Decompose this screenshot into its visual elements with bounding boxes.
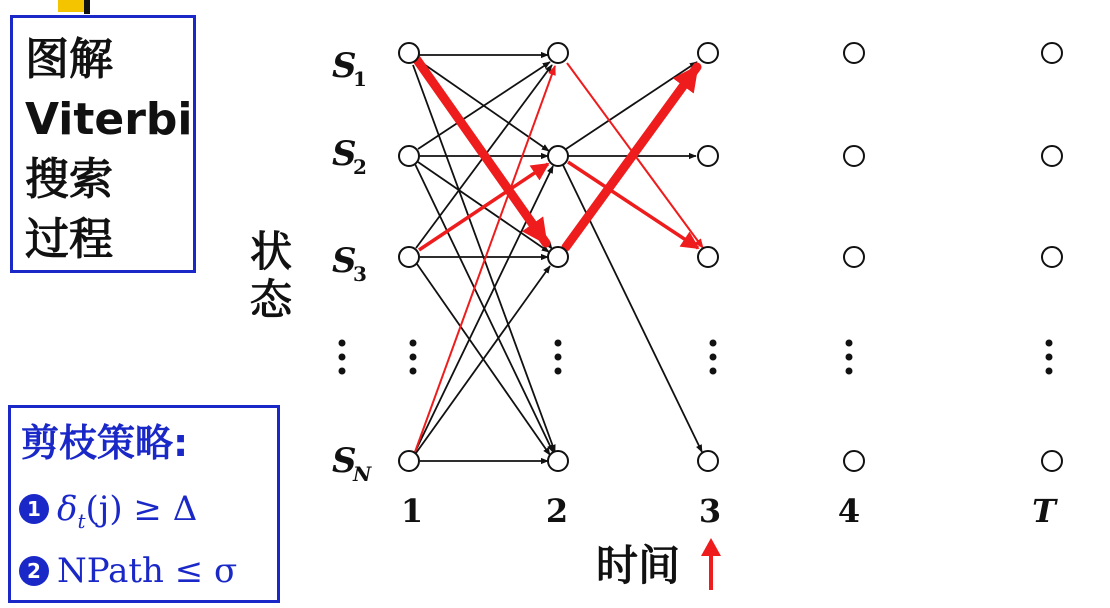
state-label-sn-main: S — [332, 441, 357, 481]
title-line-1: 图解 — [25, 34, 113, 85]
ellipsis-colT — [1046, 340, 1053, 375]
time-axis-label: 时间 — [596, 541, 681, 590]
state-label-s3-main: S — [332, 241, 357, 281]
node-tT-s1 — [1042, 43, 1062, 63]
ellipsis-col4 — [846, 340, 853, 375]
state-label-s1-main: S — [332, 46, 357, 86]
node-t2-s2 — [548, 146, 568, 166]
time-label-T: T — [1032, 492, 1056, 530]
node-t2-s3 — [548, 247, 568, 267]
time-labels — [401, 492, 1058, 530]
state-axis-label: 状态 — [249, 227, 292, 324]
node-t1-s3 — [399, 247, 419, 267]
edge-c2s2-c3sn — [563, 165, 702, 452]
pruning-strategy-box — [8, 405, 280, 603]
rule-1-marker: 1 — [19, 494, 49, 524]
rule-2-marker: 2 — [19, 556, 49, 586]
ellipsis-col3 — [710, 340, 717, 375]
edges-col2-col3 — [563, 62, 702, 452]
state-label-s2 — [332, 134, 367, 179]
time-label-3: 3 — [698, 492, 722, 530]
title-line-2: Viterbi — [25, 94, 193, 145]
current-time-arrow-icon — [701, 538, 721, 590]
node-t4-sn — [844, 451, 864, 471]
node-t3-s1 — [698, 43, 718, 63]
red-medium-edges — [419, 162, 698, 250]
ellipsis-col1 — [410, 340, 417, 375]
state-label-s2-sub: 2 — [353, 155, 367, 179]
state-label-s3-sub: 3 — [353, 262, 367, 286]
pruning-title: 剪枝策略: — [21, 421, 189, 465]
rule-1-rest: (j) ≥ Δ — [85, 489, 198, 529]
pruning-rule-2 — [19, 551, 238, 591]
rule-1-sub: t — [77, 509, 86, 533]
state-label-s2-main: S — [332, 134, 357, 174]
edge-c2s2-c3s1 — [566, 62, 697, 149]
node-t3-s2 — [698, 146, 718, 166]
node-t4-s1 — [844, 43, 864, 63]
title-line-4: 过程 — [25, 214, 113, 265]
node-tT-sn — [1042, 451, 1062, 471]
rule-2-text: NPath ≤ σ — [57, 551, 238, 591]
state-label-s1-sub: 1 — [353, 67, 367, 91]
time-label-2: 2 — [545, 492, 569, 530]
time-label-4: 4 — [837, 492, 861, 530]
node-t3-s3 — [698, 247, 718, 267]
node-t1-s2 — [399, 146, 419, 166]
rule-1-delta: δ — [57, 489, 78, 529]
node-t1-sn — [399, 451, 419, 471]
node-t1-s1 — [399, 43, 419, 63]
ellipsis-col2 — [555, 340, 562, 375]
red-edge-c2s2-c3s3 — [568, 162, 698, 248]
state-label-sn — [332, 441, 372, 486]
node-t3-sn — [698, 451, 718, 471]
ellipsis-col0 — [339, 340, 346, 375]
state-label-s3 — [332, 241, 367, 286]
node-t4-s2 — [844, 146, 864, 166]
time-label-1: 1 — [400, 492, 424, 530]
best-path-s3-s1 — [566, 67, 697, 247]
title-line-3: 搜索 — [25, 154, 113, 205]
best-path-s1-s3 — [415, 57, 546, 243]
pruning-rule-1 — [19, 489, 198, 533]
node-t2-sn — [548, 451, 568, 471]
node-tT-s2 — [1042, 146, 1062, 166]
node-t4-s3 — [844, 247, 864, 267]
node-t2-s1 — [548, 43, 568, 63]
state-label-sn-sub: N — [353, 462, 372, 486]
state-label-s1 — [332, 46, 367, 91]
node-tT-s3 — [1042, 247, 1062, 267]
